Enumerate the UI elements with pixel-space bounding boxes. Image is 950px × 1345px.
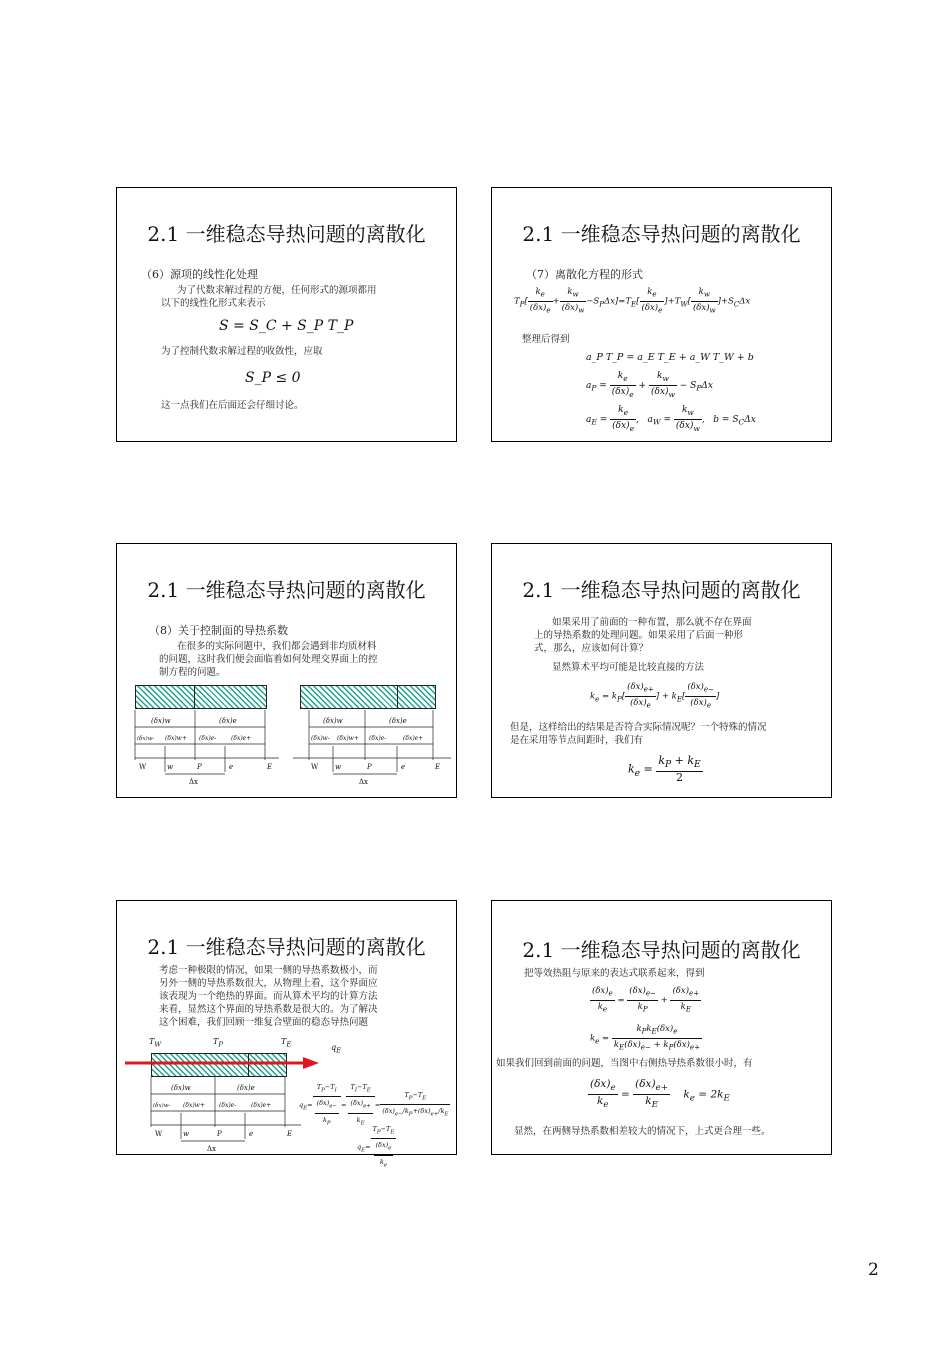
slide-title: 2.1 一维稳态导热问题的离散化	[522, 938, 801, 962]
svg-text:(δx)w-: (δx)w-	[153, 1103, 171, 1109]
svg-text:P: P	[217, 1130, 222, 1138]
svg-text:(δx)e+: (δx)e+	[231, 735, 252, 742]
svg-text:(δx)w+: (δx)w+	[337, 735, 359, 742]
slide-heading: （7）离散化方程的形式	[526, 268, 643, 281]
composite-grid-diagram	[147, 1077, 307, 1153]
slide-discretized-equation	[491, 187, 832, 442]
svg-text:E: E	[287, 1130, 293, 1138]
interface-line	[194, 685, 195, 709]
paragraph: 把等效热阻与原来的表达式联系起来，得到	[524, 968, 705, 979]
equation-limit-case: $\frac{(\delta x)_e}{k_e}$ = $\frac{(\delta x)_{e+}}{k_E}$ $k_e = 2k_E$	[590, 1078, 730, 1111]
paragraph: 显然，在两侧导热系数相差较大的情况下，上式更合理一些。	[514, 1126, 771, 1137]
slide-composite-wall	[116, 900, 457, 1168]
paragraph: 在很多的实际问题中，我们都会遇到非均质材料	[177, 641, 377, 652]
paragraph: 式，那么，应该如何计算？	[534, 643, 649, 654]
equation-equal-spacing: $k_e$ = $\frac{k_P + k_E}{2}$	[628, 754, 701, 785]
svg-text:(δx)w+: (δx)w+	[183, 1102, 205, 1109]
equation-ae-aw-b: $a_E$ = $\frac{k_e}{(\delta x)_e}$ , $a_W$ = $\frac{k_w}{(\delta x)_w}$ , $b = S_C\Delta x$	[586, 405, 756, 433]
paragraph: 为了控制代数求解过程的收敛性，应取	[161, 346, 323, 357]
svg-text:w: w	[167, 763, 173, 771]
paragraph: 来看，显然这个界面的导热系数是很大的。为了解决	[159, 1004, 378, 1015]
svg-text:E: E	[267, 763, 273, 771]
grid-diagram-left	[131, 710, 281, 786]
svg-text:(δx)w-: (δx)w-	[311, 735, 330, 742]
svg-text:(δx)w: (δx)w	[323, 717, 343, 725]
label-qe: $q_E$	[331, 1043, 341, 1055]
slide-arithmetic-mean	[491, 543, 832, 798]
paragraph: 另外一侧的导热系数很大，从物理上看，这个界面应	[159, 978, 378, 989]
equation-flux-equivalent: $q_E=$ $\frac{T_P-T_E}{\frac{(\delta x)_e}{k_e}}$	[357, 1125, 395, 1168]
equation-linear-source: S = S_C + S_P T_P	[219, 318, 354, 334]
equation-harmonic-ke: $k_e$ = $\frac{k_Pk_E(\delta x)_e}{k_E(\delta x)_{e-} + k_P(\delta x)_{e+}}$	[590, 1024, 701, 1052]
slide-title: 2.1 一维稳态导热问题的离散化	[147, 222, 426, 246]
svg-text:(δx)w: (δx)w	[151, 717, 171, 725]
equation-arithmetic-mean: $k_e = k_P$[ $\frac{(\delta x)_{e+}}{(\delta x)_e}$ ] + $k_E$[ $\frac{(\delta x)_{e-}}{(\delta x)_e}$ ]	[590, 682, 720, 710]
paragraph: 如果采用了前面的一种布置，那么就不存在界面	[552, 617, 752, 628]
svg-text:(δx)e+: (δx)e+	[403, 735, 424, 742]
paragraph: 以下的线性化形式来表示	[161, 298, 266, 309]
paragraph: 是在采用等节点间距时，我们有	[510, 735, 644, 746]
slide-heading: （8）关于控制面的导热系数	[149, 624, 288, 637]
paragraph: 为了代数求解过程的方便，任何形式的源项都用	[177, 285, 377, 296]
paragraph: 上的导热系数的处理问题。如果采用了后面一种形	[534, 630, 744, 641]
equation-sp-condition: S_P ≤ 0	[245, 370, 301, 386]
svg-text:w: w	[335, 763, 341, 771]
svg-text:(δx)w: (δx)w	[171, 1084, 191, 1092]
paragraph: 这一点我们在后面还会仔细讨论。	[161, 400, 304, 411]
slide-harmonic-mean	[491, 900, 832, 1155]
slide-title: 2.1 一维稳态导热问题的离散化	[147, 935, 426, 959]
svg-text:W: W	[155, 1130, 163, 1138]
svg-text:(δx)e-: (δx)e-	[219, 1102, 237, 1109]
svg-text:w: w	[183, 1130, 189, 1138]
page-number: 2	[868, 1260, 879, 1280]
equation-ap-tp: a_P T_P = a_E T_E + a_W T_W + b	[586, 352, 754, 363]
paragraph: 这个困难，我们回顾一维复合壁面的稳态导热问题	[159, 1017, 369, 1028]
grid-diagram-right	[293, 710, 453, 786]
label-tp: $T_P$	[213, 1037, 223, 1049]
equation-flux-chain: $q_E=$ $\frac{T_P-T_I}{\frac{(\delta x)_{e-}}{k_P}}$ = $\frac{T_I-T_E}{\frac{(\delta x)_{e+}}{k_E}}$ = $\frac{T_P-T_E}{(\delta x)_{e-}/k_P+(\delta x)_{e+}/k_E}$	[299, 1083, 449, 1126]
svg-text:Δx: Δx	[207, 1145, 217, 1153]
material-bar-right	[300, 685, 436, 709]
svg-text:Δx: Δx	[359, 778, 369, 786]
paragraph: 的问题，这时我们便会面临着如何处理交界面上的控	[159, 654, 378, 665]
svg-text:(δx)e: (δx)e	[219, 717, 237, 725]
svg-text:(δx)w+: (δx)w+	[165, 735, 187, 742]
label-tw: $T_W$	[149, 1037, 162, 1049]
slide-title: 2.1 一维稳态导热问题的离散化	[522, 578, 801, 602]
paragraph: 该表现为一个绝热的界面。而从算术平均的计算方法	[159, 991, 378, 1002]
equation-resistance: $\frac{(\delta x)_e}{k_e}$ = $\frac{(\delta x)_{e-}}{k_P}$ + $\frac{(\delta x)_{e+}}{k_E}$	[592, 986, 700, 1014]
svg-text:(δx)e: (δx)e	[389, 717, 407, 725]
svg-text:e: e	[249, 1130, 254, 1138]
svg-text:(δx)w-: (δx)w-	[137, 736, 155, 742]
svg-text:E: E	[435, 763, 441, 771]
svg-text:W: W	[139, 763, 147, 771]
material-bar-left	[135, 685, 267, 709]
paragraph: 如果我们回到前面的问题，当图中右侧热导热系数很小时，有	[496, 1058, 753, 1069]
slide-heading: （6）源项的线性化处理	[141, 268, 258, 281]
heat-flux-arrow	[123, 1051, 323, 1073]
paragraph: 整理后得到	[522, 334, 570, 345]
svg-text:(δx)e-: (δx)e-	[199, 735, 217, 742]
svg-text:Δx: Δx	[189, 778, 199, 786]
slide-source-linearization	[116, 187, 457, 442]
svg-text:(δx)e-: (δx)e-	[369, 735, 387, 742]
slide-interface-conductivity	[116, 543, 457, 798]
paragraph: 制方程的问题。	[159, 667, 226, 678]
svg-text:(δx)e: (δx)e	[237, 1084, 255, 1092]
slide-title: 2.1 一维稳态导热问题的离散化	[147, 578, 426, 602]
svg-text:(δx)e+: (δx)e+	[251, 1102, 272, 1109]
paragraph: 考虑一种极限的情况，如果一侧的导热系数极小，而	[159, 965, 378, 976]
label-te: $T_E$	[281, 1037, 292, 1049]
equation-main: $T_P$[ $\frac{k_e}{(\delta x)_e}$ + $\frac{k_w}{(\delta x)_w}$ $-S_P\Delta x]=T_E$[ $\frac{k_e}{(\delta x)_e}$ ]$+T_W$[ $\frac{k_w}{(\delta x)_w}$ ]$+S_C\Delta x$	[514, 287, 751, 315]
interface-line	[397, 685, 398, 709]
svg-text:P: P	[367, 763, 372, 771]
slide-title: 2.1 一维稳态导热问题的离散化	[522, 222, 801, 246]
svg-text:e: e	[401, 763, 406, 771]
svg-text:W: W	[311, 763, 319, 771]
paragraph: 但是，这样给出的结果是否符合实际情况呢？一个特殊的情况	[510, 722, 767, 733]
equation-ap: $a_P$ = $\frac{k_e}{(\delta x)_e}$ + $\frac{k_w}{(\delta x)_w}$ − $S_P\Delta x$	[586, 371, 713, 399]
paragraph: 显然算术平均可能是比较直接的方法	[552, 662, 705, 673]
svg-text:P: P	[197, 763, 202, 771]
svg-text:e: e	[229, 763, 234, 771]
